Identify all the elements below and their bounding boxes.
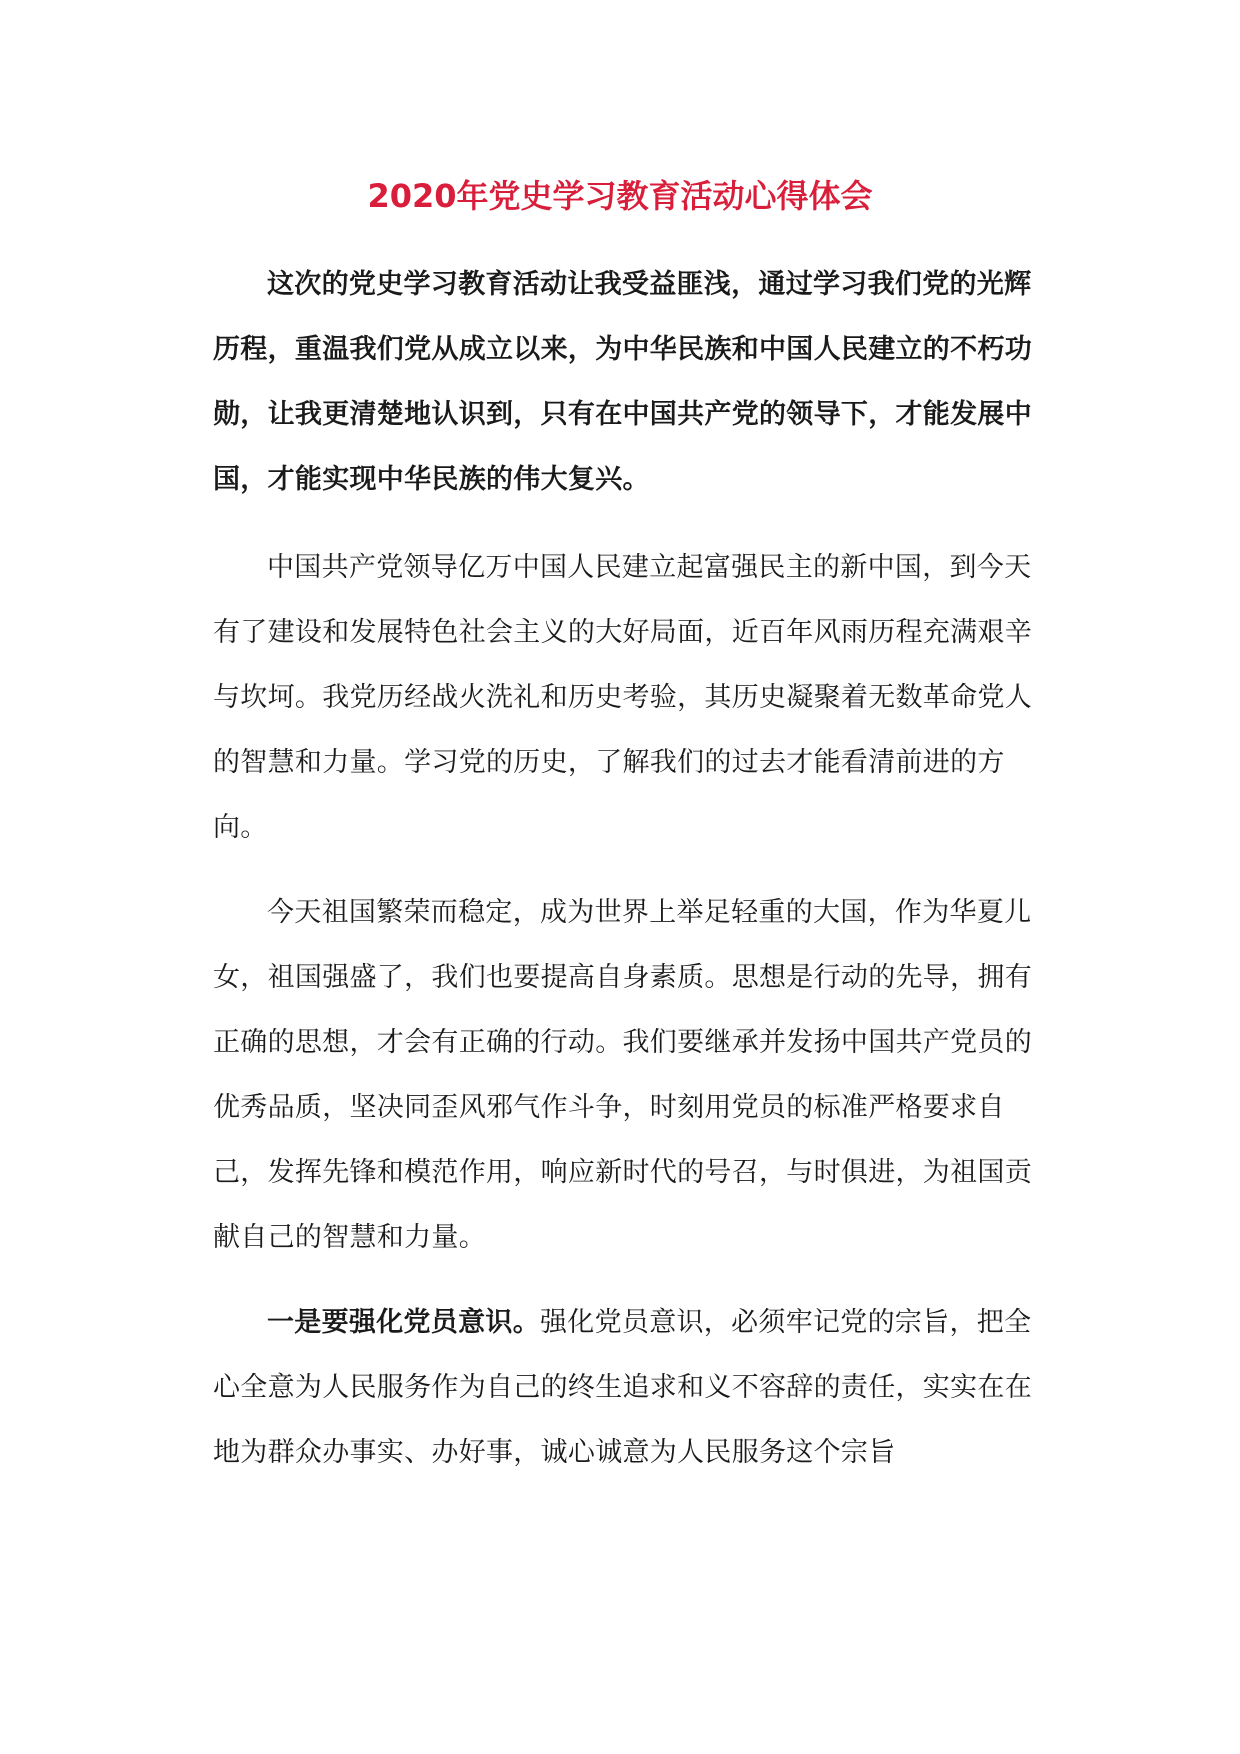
point-one-text: 强化党员意识，必须牢记党的宗旨，把全心全意为人民服务作为自己的终生追求和义不容辞的责任，实实在在地为群众办事实、办好事，诚心诚意为人民服务这个宗旨 <box>213 1307 1032 1468</box>
document-title: 2020年党史学习教育活动心得体会 <box>367 177 873 215</box>
paragraph-intro: 这次的党史学习教育活动让我受益匪浅，通过学习我们党的光辉历程，重温我们党从成立以来，为中华民族和中国人民建立的不朽功勋，让我更清楚地认识到，只有在中国共产党的领导下，才能发展中国，才能实现中华民族的伟大复兴。 <box>213 269 1032 495</box>
point-one-lead: 一是要强化党员意识。 <box>267 1307 540 1338</box>
paragraph-history: 中国共产党领导亿万中国人民建立起富强民主的新中国，到今天有了建设和发展特色社会主义的大好局面，近百年风雨历程充满艰辛与坎坷。我党历经战火洗礼和历史考验，其历史凝聚着无数革命党人的智慧和力量。学习党的历史，了解我们的过去才能看清前进的方向。 <box>213 552 1032 843</box>
paragraph-today: 今天祖国繁荣而稳定，成为世界上举足轻重的大国，作为华夏儿女，祖国强盛了，我们也要提高自身素质。思想是行动的先导，拥有正确的思想，才会有正确的行动。我们要继承并发扬中国共产党员的优秀品质，坚决同歪风邪气作斗争，时刻用党员的标准严格要求自己，发挥先锋和模范作用，响应新时代的号召，与时俱进，为祖国贡献自己的智慧和力量。 <box>213 897 1032 1253</box>
paragraph-point-one <box>213 1290 1033 1485</box>
